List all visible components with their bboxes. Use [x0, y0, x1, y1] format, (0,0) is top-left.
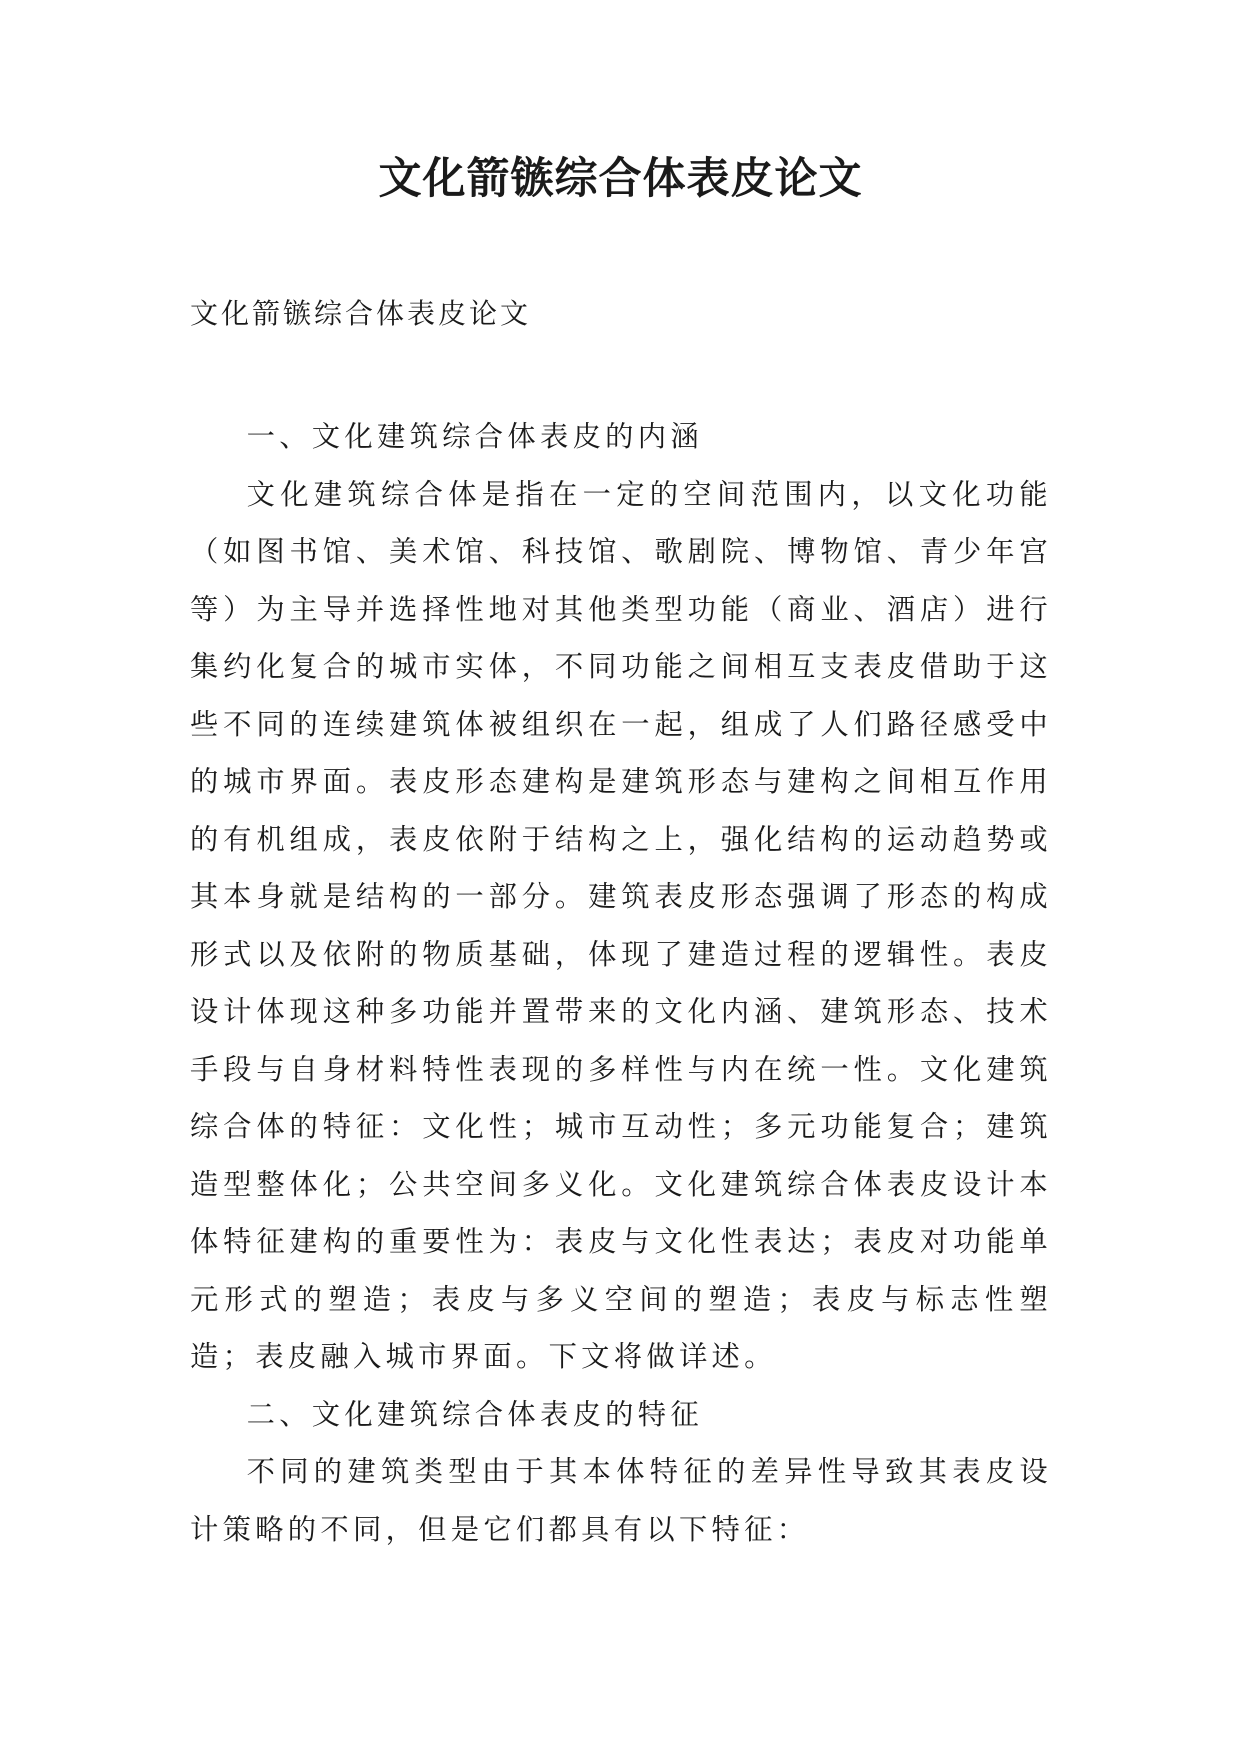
- document-title: 文化箭镞综合体表皮论文: [378, 154, 863, 204]
- section-heading-1: 一、文化建筑综合体表皮的内涵: [246, 420, 703, 453]
- document-subtitle: 文化箭镞综合体表皮论文: [190, 297, 532, 330]
- body-paragraph-1: 文化建筑综合体是指在一定的空间范围内，以文化功能（如图书馆、美术馆、科技馆、歌剧院、博物馆、青少年宫等）为主导并选择性地对其他类型功能（商业、酒店）进行集约化复合的城市实体，不同功能之间相互支表皮借助于这些不同的连续建筑体被组织在一起，组成了人们路径感受中的城市界面。表皮形态建构是建筑形态与建构之间相互作用的有机组成，表皮依附于结构之上，强化结构的运动趋势或其本身就是结构的一部分。建筑表皮形态强调了形态的构成形式以及依附的物质基础，体现了建造过程的逻辑性。表皮设计体现这种多功能并置带来的文化内涵、建筑形态、技术手段与自身材料特性表现的多样性与内在统一性。文化建筑综合体的特征：文化性；城市互动性；多元功能复合；建筑造型整体化；公共空间多义化。文化建筑综合体表皮设计本体特征建构的重要性为：表皮与文化性表达；表皮对功能单元形式的塑造；表皮与多义空间的塑造；表皮与标志性塑造；表皮融入城市界面。下文将做详述。: [190, 477, 1052, 1373]
- body-paragraph-2: 不同的建筑类型由于其本体特征的差异性导致其表皮设计策略的不同，但是它们都具有以下特征：: [190, 1455, 1052, 1546]
- document-body: [190, 408, 1052, 1558]
- section-heading-2: 二、文化建筑综合体表皮的特征: [246, 1397, 703, 1431]
